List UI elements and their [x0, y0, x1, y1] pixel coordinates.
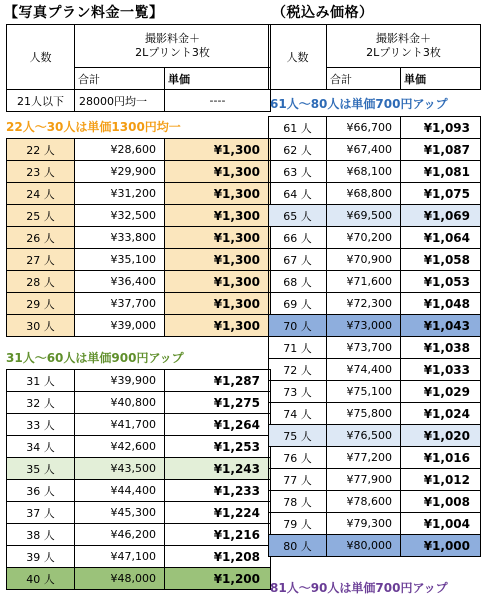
people-cell: 69 人	[269, 293, 327, 315]
people-cell: 74 人	[269, 403, 327, 425]
table-row	[7, 293, 271, 315]
unit-cell: ¥1,038	[401, 337, 481, 359]
people-cell: 62 人	[269, 139, 327, 161]
people-cell: 30 人	[7, 315, 75, 337]
right-total-header: 合計	[327, 68, 401, 90]
total-cell: ¥73,000	[327, 315, 401, 337]
total-cell: ¥33,800	[75, 227, 165, 249]
unit-cell: ¥1,053	[401, 271, 481, 293]
table-row	[269, 139, 481, 161]
people-cell: 75 人	[269, 425, 327, 447]
unit-cell: ¥1,243	[165, 458, 271, 480]
table-row	[269, 491, 481, 513]
total-cell: ¥75,800	[327, 403, 401, 425]
total-cell: ¥44,400	[75, 480, 165, 502]
total-cell: ¥39,900	[75, 370, 165, 392]
table-row	[7, 315, 271, 337]
right-title: （税込み価格）	[272, 5, 374, 21]
row-21-unit: ----	[165, 90, 271, 112]
unit-cell: ¥1,300	[165, 315, 271, 337]
total-cell: ¥47,100	[75, 546, 165, 568]
total-cell: ¥36,400	[75, 271, 165, 293]
plan-header-line1: 撮影料金＋	[145, 32, 200, 45]
people-cell: 65 人	[269, 205, 327, 227]
plan-header-line2: 2Lプリント3枚	[135, 46, 210, 59]
table-row	[7, 392, 271, 414]
unit-cell: ¥1,300	[165, 293, 271, 315]
people-cell: 32 人	[7, 392, 75, 414]
people-cell: 71 人	[269, 337, 327, 359]
unit-cell: ¥1,064	[401, 227, 481, 249]
people-cell: 33 人	[7, 414, 75, 436]
caption-61-80: 61人〜80人は単価700円アップ	[270, 97, 448, 111]
total-cell: ¥48,000	[75, 568, 165, 590]
people-cell: 37 人	[7, 502, 75, 524]
table-row	[269, 513, 481, 535]
right-unit-header: 単価	[401, 68, 481, 90]
unit-cell: ¥1,043	[401, 315, 481, 337]
people-cell: 68 人	[269, 271, 327, 293]
unit-cell: ¥1,300	[165, 183, 271, 205]
unit-cell: ¥1,233	[165, 480, 271, 502]
unit-cell: ¥1,287	[165, 370, 271, 392]
people-cell: 79 人	[269, 513, 327, 535]
people-cell: 77 人	[269, 469, 327, 491]
people-cell: 31 人	[7, 370, 75, 392]
total-cell: ¥37,700	[75, 293, 165, 315]
people-cell: 73 人	[269, 381, 327, 403]
people-cell: 72 人	[269, 359, 327, 381]
people-cell: 27 人	[7, 249, 75, 271]
total-cell: ¥46,200	[75, 524, 165, 546]
table-row	[7, 183, 271, 205]
total-cell: ¥77,200	[327, 447, 401, 469]
unit-cell: ¥1,004	[401, 513, 481, 535]
unit-cell: ¥1,264	[165, 414, 271, 436]
people-cell: 61 人	[269, 117, 327, 139]
total-cell: ¥74,400	[327, 359, 401, 381]
unit-cell: ¥1,058	[401, 249, 481, 271]
unit-cell: ¥1,029	[401, 381, 481, 403]
people-cell: 26 人	[7, 227, 75, 249]
unit-cell: ¥1,075	[401, 183, 481, 205]
left-header-table	[6, 24, 271, 112]
table-row	[7, 370, 271, 392]
total-cell: ¥73,700	[327, 337, 401, 359]
table-row	[269, 205, 481, 227]
unit-cell: ¥1,033	[401, 359, 481, 381]
total-cell: ¥72,300	[327, 293, 401, 315]
people-cell: 22 人	[7, 139, 75, 161]
people-cell: 38 人	[7, 524, 75, 546]
unit-cell: ¥1,300	[165, 249, 271, 271]
unit-cell: ¥1,087	[401, 139, 481, 161]
people-cell: 29 人	[7, 293, 75, 315]
table-row	[7, 414, 271, 436]
total-cell: ¥68,800	[327, 183, 401, 205]
people-cell: 70 人	[269, 315, 327, 337]
total-cell: ¥69,500	[327, 205, 401, 227]
people-cell: 35 人	[7, 458, 75, 480]
table-row	[269, 469, 481, 491]
unit-cell: ¥1,300	[165, 139, 271, 161]
unit-cell: ¥1,093	[401, 117, 481, 139]
unit-cell: ¥1,275	[165, 392, 271, 414]
table-row	[269, 315, 481, 337]
table-row	[269, 161, 481, 183]
right-plan-header-line2: 2Lプリント3枚	[366, 46, 441, 59]
people-cell: 39 人	[7, 546, 75, 568]
people-cell: 76 人	[269, 447, 327, 469]
price-table-61-80	[268, 116, 481, 557]
total-cell: ¥35,100	[75, 249, 165, 271]
table-row	[7, 271, 271, 293]
table-row	[269, 271, 481, 293]
right-plan-header-line1: 撮影料金＋	[376, 32, 431, 45]
people-header: 人数	[7, 25, 75, 90]
total-cell: ¥71,600	[327, 271, 401, 293]
table-row	[7, 161, 271, 183]
table-row	[269, 293, 481, 315]
unit-cell: ¥1,224	[165, 502, 271, 524]
table-row	[7, 458, 271, 480]
total-cell: ¥42,600	[75, 436, 165, 458]
people-cell: 28 人	[7, 271, 75, 293]
total-cell: ¥66,700	[327, 117, 401, 139]
total-cell: ¥29,900	[75, 161, 165, 183]
total-cell: ¥79,300	[327, 513, 401, 535]
people-cell: 78 人	[269, 491, 327, 513]
row-21-total: 28000円均一	[75, 90, 165, 112]
total-cell: ¥67,400	[327, 139, 401, 161]
people-cell: 64 人	[269, 183, 327, 205]
unit-cell: ¥1,012	[401, 469, 481, 491]
plan-header	[75, 25, 271, 68]
unit-header: 単価	[165, 68, 271, 90]
table-row	[269, 249, 481, 271]
table-row	[269, 403, 481, 425]
table-row	[269, 381, 481, 403]
total-cell: ¥76,500	[327, 425, 401, 447]
table-row	[269, 447, 481, 469]
people-cell: 63 人	[269, 161, 327, 183]
right-header-table	[268, 24, 481, 90]
total-cell: ¥45,300	[75, 502, 165, 524]
total-cell: ¥40,800	[75, 392, 165, 414]
row-21-people: 21人以下	[7, 90, 75, 112]
table-row	[269, 337, 481, 359]
unit-cell: ¥1,200	[165, 568, 271, 590]
table-row	[269, 183, 481, 205]
total-cell: ¥77,900	[327, 469, 401, 491]
unit-cell: ¥1,024	[401, 403, 481, 425]
table-row	[7, 139, 271, 161]
total-cell: ¥32,500	[75, 205, 165, 227]
unit-cell: ¥1,300	[165, 205, 271, 227]
total-cell: ¥75,100	[327, 381, 401, 403]
people-cell: 24 人	[7, 183, 75, 205]
total-cell: ¥80,000	[327, 535, 401, 557]
unit-cell: ¥1,216	[165, 524, 271, 546]
total-cell: ¥39,000	[75, 315, 165, 337]
right-people-header: 人数	[269, 25, 327, 90]
table-row	[269, 359, 481, 381]
unit-cell: ¥1,300	[165, 227, 271, 249]
total-cell: ¥70,200	[327, 227, 401, 249]
table-row	[269, 535, 481, 557]
total-cell: ¥68,100	[327, 161, 401, 183]
people-cell: 40 人	[7, 568, 75, 590]
table-row	[7, 227, 271, 249]
table-row	[7, 205, 271, 227]
table-row	[269, 227, 481, 249]
people-cell: 36 人	[7, 480, 75, 502]
total-cell: ¥70,900	[327, 249, 401, 271]
people-cell: 34 人	[7, 436, 75, 458]
table-row	[269, 117, 481, 139]
unit-cell: ¥1,253	[165, 436, 271, 458]
unit-cell: ¥1,300	[165, 271, 271, 293]
unit-cell: ¥1,069	[401, 205, 481, 227]
table-row	[7, 249, 271, 271]
unit-cell: ¥1,020	[401, 425, 481, 447]
people-cell: 67 人	[269, 249, 327, 271]
total-cell: ¥78,600	[327, 491, 401, 513]
price-table-31-40	[6, 369, 271, 590]
total-cell: ¥31,200	[75, 183, 165, 205]
people-cell: 66 人	[269, 227, 327, 249]
caption-22-30: 22人〜30人は単価1300円均一	[6, 120, 181, 134]
table-row	[7, 502, 271, 524]
total-cell: ¥28,600	[75, 139, 165, 161]
table-row	[7, 568, 271, 590]
people-cell: 25 人	[7, 205, 75, 227]
table-row	[7, 546, 271, 568]
total-cell: ¥43,500	[75, 458, 165, 480]
unit-cell: ¥1,081	[401, 161, 481, 183]
unit-cell: ¥1,016	[401, 447, 481, 469]
price-table-22-30	[6, 138, 271, 337]
caption-31-60: 31人〜60人は単価900円アップ	[6, 351, 184, 365]
unit-cell: ¥1,048	[401, 293, 481, 315]
unit-cell: ¥1,008	[401, 491, 481, 513]
people-cell: 80 人	[269, 535, 327, 557]
table-row	[7, 524, 271, 546]
unit-cell: ¥1,208	[165, 546, 271, 568]
people-cell: 23 人	[7, 161, 75, 183]
table-row	[7, 480, 271, 502]
table-row	[269, 425, 481, 447]
total-cell: ¥41,700	[75, 414, 165, 436]
caption-81-90: 81人〜90人は単価700円アップ	[270, 581, 448, 595]
right-plan-header	[327, 25, 481, 68]
total-header: 合計	[75, 68, 165, 90]
left-title: 【写真プラン料金一覧】	[4, 5, 164, 21]
unit-cell: ¥1,300	[165, 161, 271, 183]
unit-cell: ¥1,000	[401, 535, 481, 557]
table-row	[7, 436, 271, 458]
